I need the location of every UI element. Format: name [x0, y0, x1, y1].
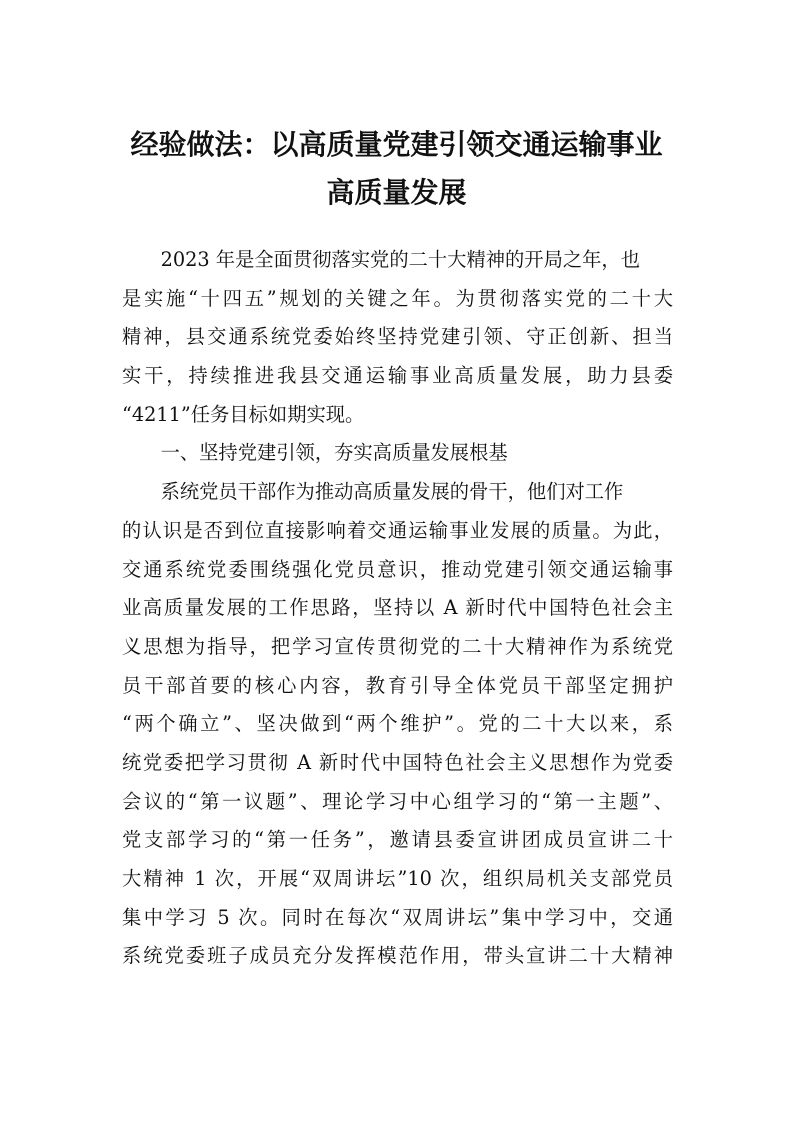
section-heading-1: 一、坚持党建引领，夯实高质量发展根基: [160, 441, 508, 465]
paragraph-2-line-5: 义思想为指导，把学习宣传贯彻党的二十大精神作为系统党: [122, 634, 673, 658]
document-title-line-2: 高质量发展: [326, 176, 467, 209]
paragraph-1-line-2: 是实施“十四五”规划的关键之年。为贯彻落实党的二十大: [122, 286, 673, 310]
paragraph-1-line-4: 实干，持续推进我县交通运输事业高质量发展，助力县委: [122, 364, 673, 388]
paragraph-2-line-1: 系统党员干部作为推动高质量发展的骨干，他们对工作: [160, 480, 624, 504]
paragraph-2-line-8: 统党委把学习贯彻 A 新时代中国特色社会主义思想作为党委: [122, 750, 673, 774]
paragraph-1-line-1: 2023 年是全面贯彻落实党的二十大精神的开局之年，也: [160, 248, 640, 271]
paragraph-2-line-3: 交通系统党委围绕强化党员意识，推动党建引领交通运输事: [122, 557, 673, 581]
paragraph-2-line-4: 业高质量发展的工作思路，坚持以 A 新时代中国特色社会主: [122, 596, 673, 620]
paragraph-2-line-7: “两个确立”、坚决做到“两个维护”。党的二十大以来，系: [122, 712, 673, 736]
paragraph-2-line-12: 集中学习 5 次。同时在每次“双周讲坛”集中学习中，交通: [122, 905, 673, 929]
paragraph-2-line-2: 的认识是否到位直接影响着交通运输事业发展的质量。为此，: [122, 518, 673, 542]
document-title-line-1: 经验做法：以高质量党建引领交通运输事业: [130, 128, 663, 161]
document-body: [122, 241, 673, 976]
paragraph-2-line-10: 党支部学习的“第一任务”，邀请县委宣讲团成员宣讲二十: [122, 828, 673, 852]
paragraph-2-line-13: 系统党委班子成员充分发挥模范作用，带头宣讲二十大精神: [122, 944, 673, 968]
paragraph-2-line-9: 会议的“第一议题”、理论学习中心组学习的“第一主题”、: [122, 789, 673, 813]
paragraph-1-line-3: 精神，县交通系统党委始终坚持党建引领、守正创新、担当: [122, 325, 673, 349]
paragraph-2-line-11: 大精神 1 次，开展“双周讲坛”10 次，组织局机关支部党员: [122, 867, 673, 890]
paragraph-1-line-5: “4211”任务目标如期实现。: [122, 402, 365, 426]
paragraph-2-line-6: 员干部首要的核心内容，教育引导全体党员干部坚定拥护: [122, 673, 673, 697]
